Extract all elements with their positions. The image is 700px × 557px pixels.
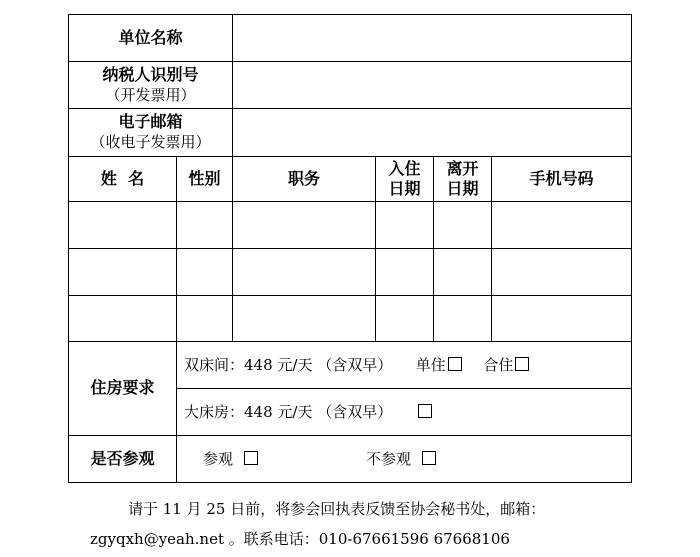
column-header-phone: 手机号码 <box>529 169 594 188</box>
column-header-gender: 性别 <box>188 169 221 188</box>
table-line <box>68 248 632 249</box>
shared-occupancy-checkbox[interactable] <box>515 357 529 371</box>
table-line <box>631 14 632 483</box>
visit-no-checkbox[interactable] <box>422 451 436 465</box>
table-line <box>68 435 632 436</box>
taxpayer-id-field[interactable] <box>233 62 631 108</box>
taxpayer-id-title: 纳税人识别号 <box>102 65 199 84</box>
table-line <box>68 156 632 157</box>
unit-name-label: 单位名称 <box>118 28 183 47</box>
table-line <box>68 295 632 296</box>
column-header-checkout: 离开 日期 <box>446 159 479 198</box>
visit-yes-checkbox[interactable] <box>244 451 258 465</box>
visit-no-label: 不参观 <box>366 450 412 468</box>
twin-room-option <box>184 355 529 375</box>
shared-occupancy-label: 合住 <box>483 356 514 374</box>
unit-name-field[interactable] <box>233 15 631 61</box>
column-header-position: 职务 <box>287 169 320 188</box>
column-header-checkin: 入住 日期 <box>388 159 421 198</box>
table-line <box>68 341 632 342</box>
twin-room-text: 双床间：448 元/天 （含双早） <box>184 356 393 374</box>
king-room-checkbox[interactable] <box>418 404 432 418</box>
email-title: 电子邮箱 <box>118 112 183 131</box>
table-line <box>176 156 177 483</box>
taxpayer-id-note: （开发票用） <box>105 86 196 104</box>
table-line <box>68 482 632 483</box>
king-room-option <box>184 402 432 422</box>
housing-label: 住房要求 <box>90 378 155 397</box>
single-occupancy-checkbox[interactable] <box>448 357 462 371</box>
visit-yes-label: 参观 <box>203 450 234 468</box>
email-field[interactable] <box>233 109 631 156</box>
table-line <box>176 388 632 389</box>
column-header-name: 姓 名 <box>100 169 145 188</box>
email-label <box>69 112 232 152</box>
footer-line-1: 请于 11 月 25 日前，将参会回执表反馈至协会秘书处，邮箱： <box>128 500 546 518</box>
email-note: （收电子发票用） <box>90 133 211 151</box>
visit-yes-option <box>203 449 258 469</box>
footer-line-2: zgyqxh@yeah.net 。联系电话：010-67661596 67668106 <box>90 530 510 548</box>
table-line <box>68 201 632 202</box>
visit-no-option <box>366 449 436 469</box>
visit-label: 是否参观 <box>90 449 155 468</box>
single-occupancy-label: 单住 <box>415 356 446 374</box>
taxpayer-id-label <box>69 65 232 105</box>
king-room-text: 大床房：448 元/天 （含双早） <box>184 403 393 421</box>
